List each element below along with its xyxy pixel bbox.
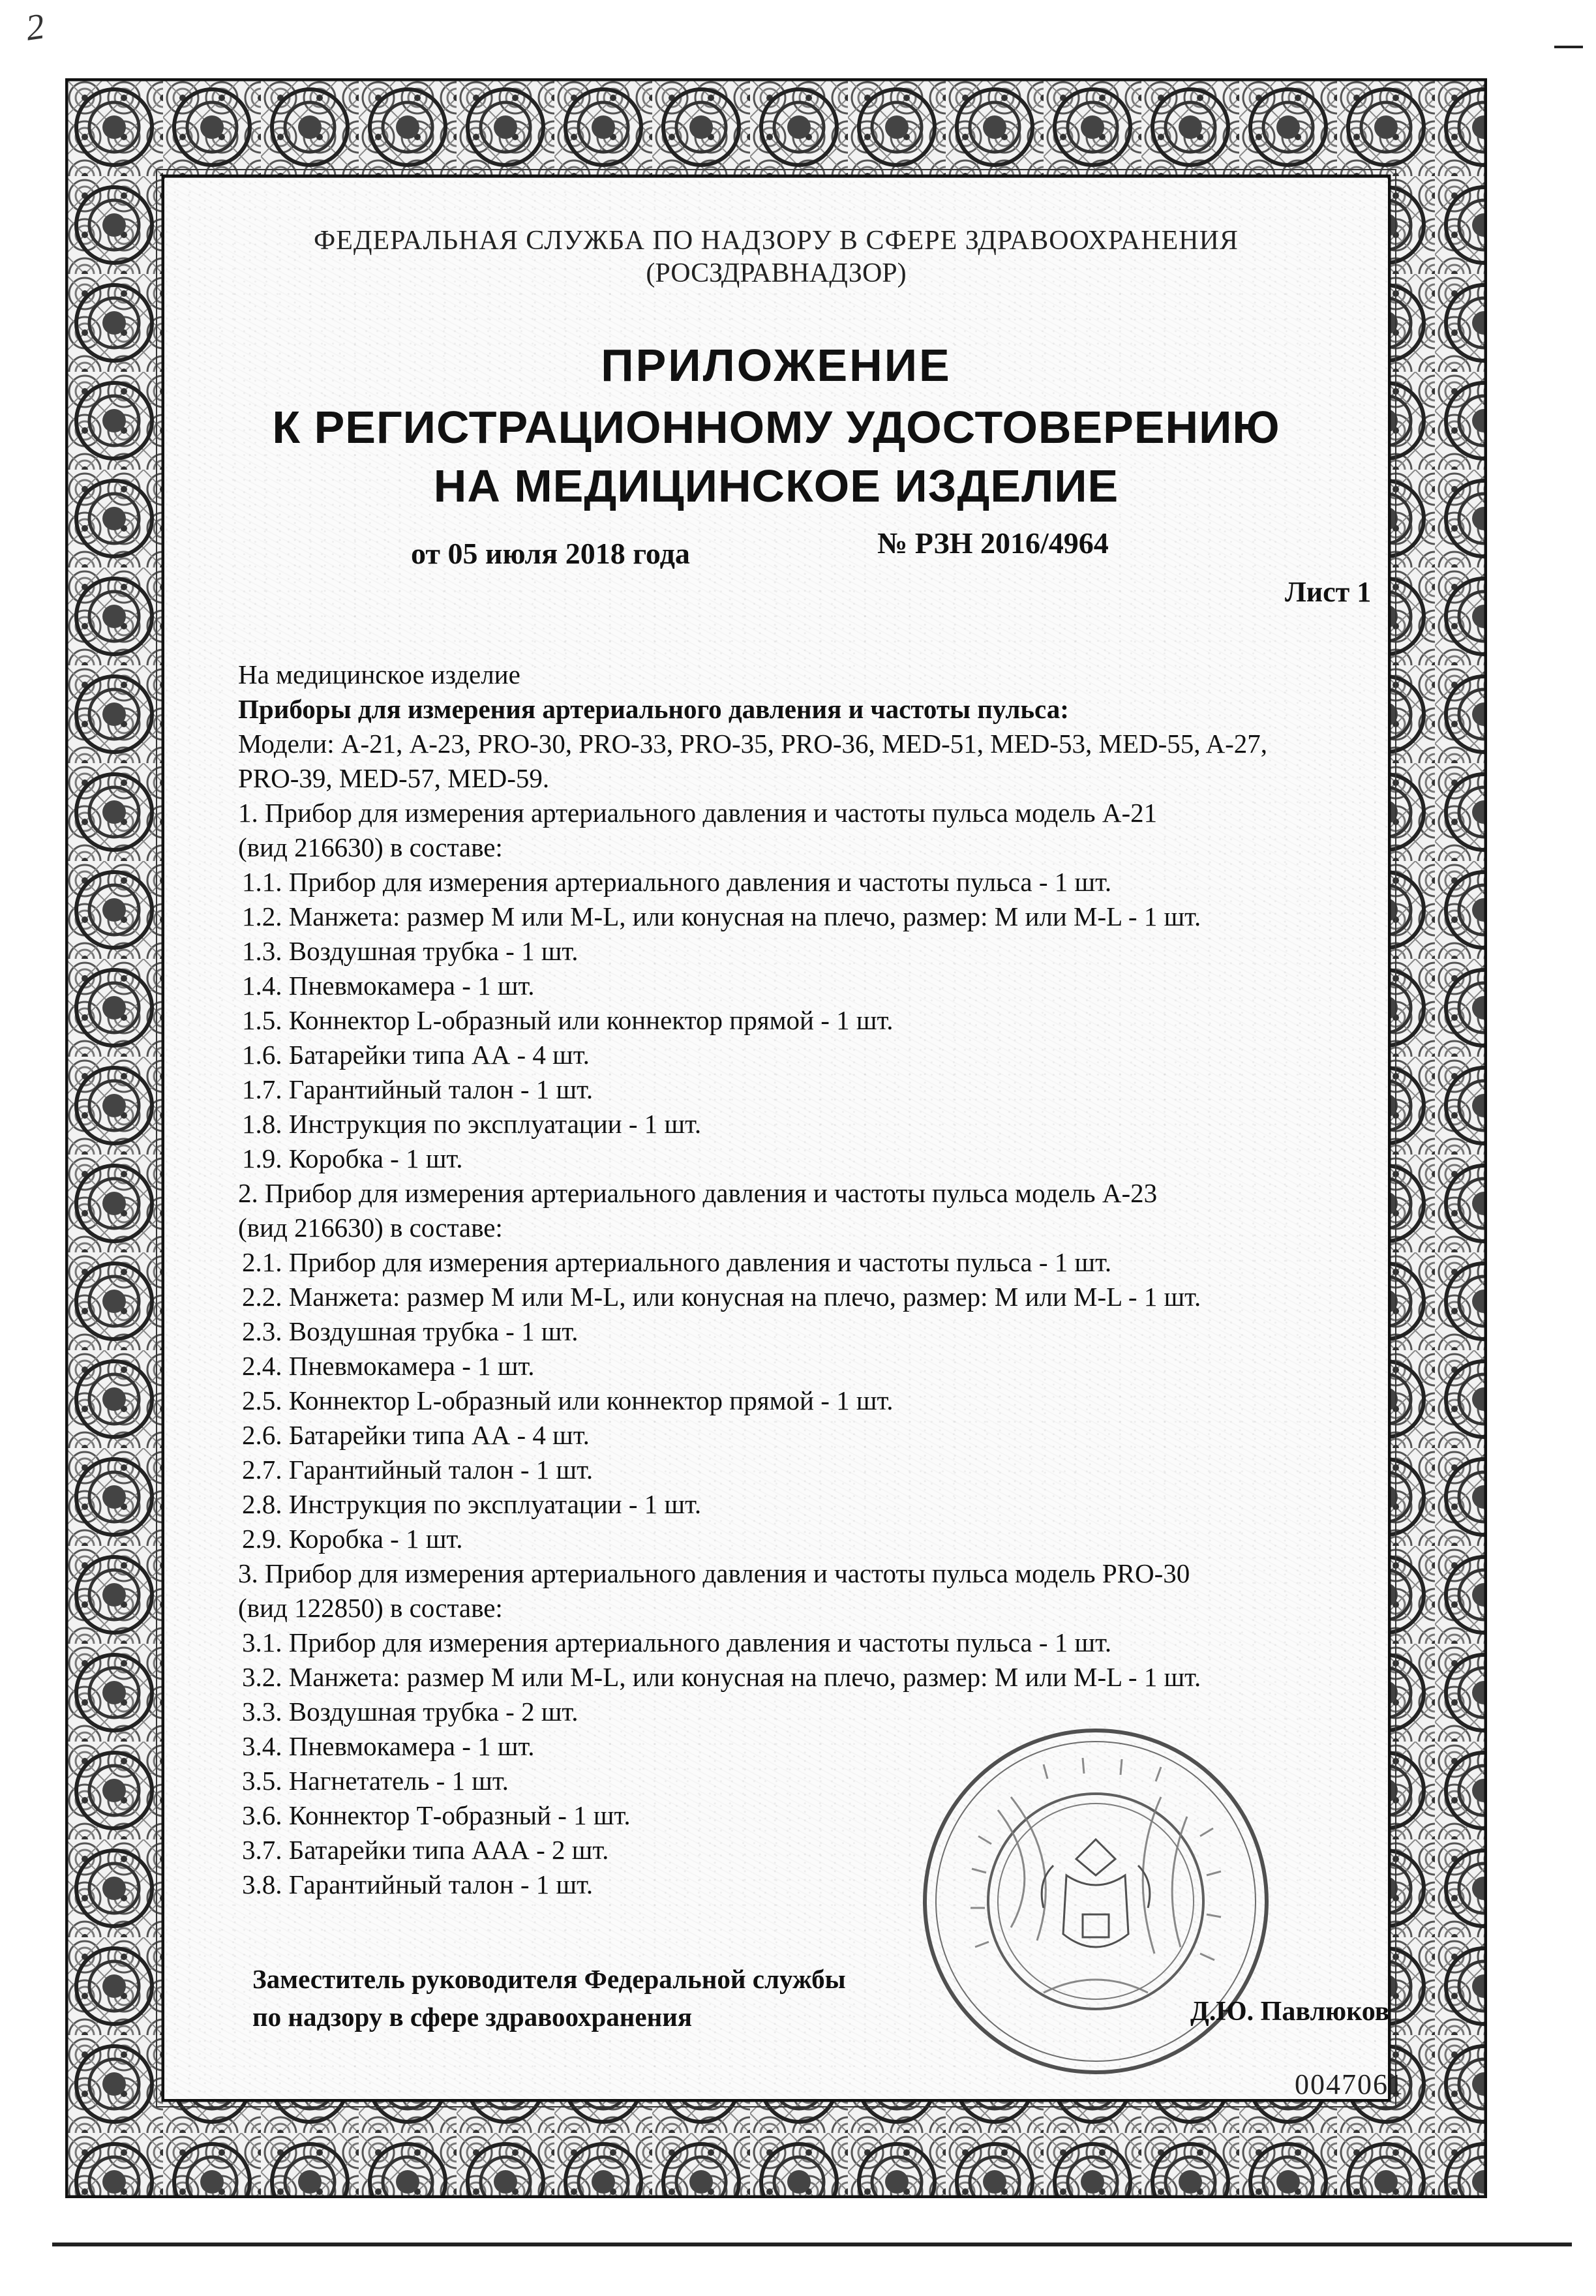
document-title: ПРИЛОЖЕНИЕ: [601, 340, 952, 391]
agency-name: ФЕДЕРАЛЬНАЯ СЛУЖБА ПО НАДЗОРУ В СФЕРЕ ЗДРАВООХРАНЕНИЯ: [314, 226, 1239, 256]
official-seal: [913, 1719, 1278, 2084]
list-item: 3.6. Коннектор Т-образный - 1 шт.: [242, 1800, 631, 1830]
section-heading: 1. Прибор для измерения артериального давления и частоты пульса модель А-21: [238, 798, 1158, 828]
section-heading: (вид 216630) в составе:: [238, 832, 503, 862]
sheet-number: Лист 1: [1285, 576, 1372, 608]
handwritten-mark: 2: [23, 6, 48, 49]
list-item: 3.3. Воздушная трубка - 2 шт.: [242, 1697, 579, 1727]
list-item: 1.9. Коробка - 1 шт.: [242, 1143, 463, 1173]
serial-number: 0047061: [1295, 2068, 1404, 2100]
list-item: 1.6. Батарейки типа АА - 4 шт.: [242, 1040, 590, 1070]
models-line: PRO-39, MED-57, MED-59.: [238, 763, 550, 793]
signatory-name: Д.Ю. Павлюков: [1190, 1997, 1390, 2027]
list-item: 3.7. Батарейки типа ААА - 2 шт.: [242, 1835, 609, 1865]
signatory-position-line: Заместитель руководителя Федеральной службы: [252, 1964, 846, 1994]
list-item: 3.2. Манжета: размер М или M-L, или конусная на плечо, размер: М или M-L - 1 шт.: [242, 1662, 1201, 1692]
product-name: Приборы для измерения артериального давления и частоты пульса:: [238, 694, 1069, 724]
agency-short-name: (РОСЗДРАВНАДЗОР): [646, 258, 907, 288]
models-line: Модели: А-21, А-23, PRO-30, PRO-33, PRO-35, PRO-36, MED-51, MED-53, MED-55, A-27,: [238, 729, 1268, 759]
document-subtitle: К РЕГИСТРАЦИОННОМУ УДОСТОВЕРЕНИЮ: [272, 402, 1280, 453]
intro-text: На медицинское изделие: [238, 659, 520, 689]
list-item: 1.2. Манжета: размер М или M-L, или конусная на плечо, размер: М или M-L - 1 шт.: [242, 901, 1201, 931]
document-body: [238, 657, 1458, 1902]
list-item: 3.1. Прибор для измерения артериального давления и частоты пульса - 1 шт.: [242, 1627, 1112, 1657]
signatory-position: [252, 1960, 846, 2036]
list-item: 2.3. Воздушная трубка - 1 шт.: [242, 1316, 579, 1346]
section-heading: 3. Прибор для измерения артериального давления и частоты пульса модель PRO-30: [238, 1558, 1190, 1588]
list-item: 1.7. Гарантийный талон - 1 шт.: [242, 1074, 594, 1104]
list-item: 2.9. Коробка - 1 шт.: [242, 1524, 463, 1554]
document-date: от 05 июля 2018 года: [411, 537, 690, 570]
list-item: 2.4. Пневмокамера - 1 шт.: [242, 1351, 535, 1381]
list-item: 3.8. Гарантийный талон - 1 шт.: [242, 1869, 594, 1899]
corner-dash: [1554, 46, 1583, 48]
registration-number: № РЗН 2016/4964: [877, 526, 1109, 560]
list-item: 2.8. Инструкция по эксплуатации - 1 шт.: [242, 1489, 702, 1519]
seal-icon: [913, 1719, 1278, 2084]
section-heading: (вид 122850) в составе:: [238, 1593, 503, 1623]
document-subtitle-2: НА МЕДИЦИНСКОЕ ИЗДЕЛИЕ: [433, 461, 1119, 511]
section-heading: 2. Прибор для измерения артериального давления и частоты пульса модель А-23: [238, 1178, 1158, 1208]
list-item: 1.4. Пневмокамера - 1 шт.: [242, 971, 535, 1001]
list-item: 1.8. Инструкция по эксплуатации - 1 шт.: [242, 1109, 702, 1139]
list-item: 3.4. Пневмокамера - 1 шт.: [242, 1731, 535, 1761]
list-item: 2.1. Прибор для измерения артериального давления и частоты пульса - 1 шт.: [242, 1247, 1112, 1277]
list-item: 1.5. Коннектор L-образный или коннектор прямой - 1 шт.: [242, 1005, 894, 1035]
signatory-position-line: по надзору в сфере здравоохранения: [252, 2002, 693, 2032]
list-item: 1.1. Прибор для измерения артериального давления и частоты пульса - 1 шт.: [242, 867, 1112, 897]
list-item: 3.5. Нагнетатель - 1 шт.: [242, 1766, 509, 1796]
list-item: 2.2. Манжета: размер М или M-L, или конусная на плечо, размер: М или M-L - 1 шт.: [242, 1282, 1201, 1312]
list-item: 2.6. Батарейки типа АА - 4 шт.: [242, 1420, 590, 1450]
list-item: 2.7. Гарантийный талон - 1 шт.: [242, 1455, 594, 1485]
list-item: 2.5. Коннектор L-образный или коннектор прямой - 1 шт.: [242, 1385, 894, 1415]
list-item: 1.3. Воздушная трубка - 1 шт.: [242, 936, 579, 966]
section-heading: (вид 216630) в составе:: [238, 1213, 503, 1243]
page-bottom-line: [52, 2243, 1572, 2246]
